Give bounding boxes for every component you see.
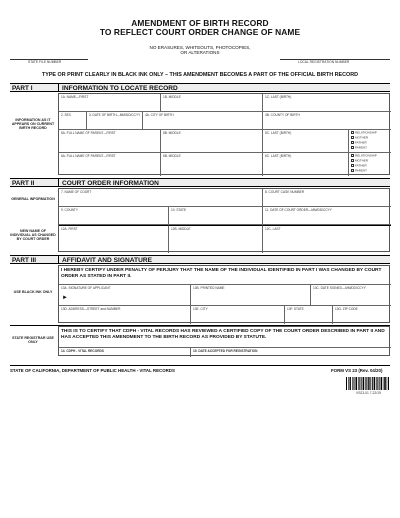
field-9-county[interactable]	[59, 207, 169, 225]
parent-option-2: PARENT	[355, 168, 367, 173]
field-12c-label: 12C. LAST	[265, 227, 281, 231]
field-12a-new-first[interactable]	[59, 225, 169, 253]
form-title-line1: AMENDMENT OF BIRTH RECORD	[131, 18, 269, 28]
field-5b-parent-middle[interactable]	[161, 130, 263, 153]
field-4a-city-of-birth[interactable]	[143, 112, 263, 130]
part1-title: INFORMATION TO LOCATE RECORD	[62, 85, 178, 92]
mother-option-2: MOTHER	[355, 158, 368, 163]
field-1b-middle-name[interactable]	[161, 94, 263, 112]
field-6b-parent-middle[interactable]	[161, 153, 263, 176]
mother-option: MOTHER	[355, 135, 368, 140]
field-14-cdph[interactable]	[59, 347, 191, 357]
field-7-name-of-court[interactable]	[59, 189, 263, 207]
field-9-label: 9. COUNTY	[61, 208, 79, 212]
footer-agency: STATE OF CALIFORNIA, DEPARTMENT OF PUBLIC HEALTH - VITAL RECORDS	[10, 368, 175, 373]
field-10-label: 10. STATE	[171, 208, 187, 212]
relationship-5d	[349, 130, 391, 153]
field-13c-date-signed[interactable]	[311, 284, 391, 306]
field-4b-label: 4B. COUNTY OF BIRTH	[265, 113, 300, 117]
registrar-statement: THIS IS TO CERTIFY THAT CDPH - VITAL RECORDS HAS REVIEWED A CERTIFIED COPY OF THE COURT ORDER DESCRIBED IN PART II AND HAS ACCEPTED THIS AMENDMENT TO THE BIRTH RECORD AS PROVIDED BY STATUTE.	[61, 329, 385, 340]
field-1c-label: 1C. LAST (BIRTH)	[265, 95, 292, 99]
part3-number: PART III	[12, 257, 37, 264]
field-13g-zip[interactable]	[333, 306, 391, 324]
relationship-label: RELATIONSHIP	[355, 130, 377, 135]
father-checkbox[interactable]	[351, 141, 354, 144]
field-2-label: 2. SEX	[61, 113, 71, 117]
footer-rule	[10, 365, 390, 366]
parent-option: PARENT	[355, 145, 367, 150]
field-12b-label: 12B. MIDDLE	[171, 227, 191, 231]
field-4a-label: 4A. CITY OF BIRTH	[145, 113, 174, 117]
relationship-label-2: RELATIONSHIP	[355, 153, 377, 158]
field-11-date-of-court-order[interactable]	[263, 207, 391, 225]
field-5c-parent-last[interactable]	[263, 130, 349, 153]
field-12b-new-middle[interactable]	[169, 225, 263, 253]
field-5b-label: 5B. MIDDLE	[163, 131, 181, 135]
field-3-label: 3. DATE OF BIRTH—MM/DD/CCYY	[89, 113, 141, 117]
father-option-2: FATHER	[355, 163, 367, 168]
field-13g-label: 13G. ZIP CODE	[335, 307, 358, 311]
field-13a-signature[interactable]	[59, 284, 191, 306]
part3-side-label: USE BLACK INK ONLY	[13, 290, 53, 294]
field-13f-label: 13F. STATE	[287, 307, 304, 311]
field-8-label: 8. COURT CASE NUMBER	[265, 190, 305, 194]
part2-header	[10, 178, 390, 187]
field-13c-label: 13C. DATE SIGNED—MM/DD/CCYY	[313, 286, 366, 290]
field-13e-label: 13E. CITY	[193, 307, 208, 311]
field-5a-label: 5A. FULL NAME OF PARENT—FIRST	[61, 131, 116, 135]
field-13d-address[interactable]	[59, 306, 191, 324]
footer-form-number: FORM VS 23 (Rev. 04/20)	[331, 368, 383, 373]
perjury-statement: I HEREBY CERTIFY UNDER PENALTY OF PERJURY THAT THE NAME OF THE INDIVIDUAL IDENTIFIED IN PART I WAS CHANGED BY COURT ORDER AS STATED IN PART II.	[61, 268, 382, 279]
field-1a-first-name[interactable]	[59, 94, 161, 112]
field-1a-label: 1A. NAME—FIRST	[61, 95, 89, 99]
relationship-6d	[349, 153, 391, 176]
signature-arrow-icon: ►	[62, 295, 68, 301]
part2-new-name-label: NEW NAME OF INDIVIDUAL AS CHANGED BY COURT ORDER	[10, 229, 56, 242]
field-7-label: 7. NAME OF COURT	[61, 190, 92, 194]
part1-header	[10, 83, 390, 92]
field-6a-parent-first[interactable]	[59, 153, 161, 176]
part1-side-label: INFORMATION AS IT APPEARS ON CURRENT BIRTH RECORD	[11, 118, 55, 131]
local-registration-number-label: LOCAL REGISTRATION NUMBER	[298, 60, 350, 64]
field-13b-label: 13B. PRINTED NAME	[193, 286, 225, 290]
part2-title: COURT ORDER INFORMATION	[62, 180, 159, 187]
registrar-grid	[58, 326, 390, 356]
state-file-number-label: STATE FILE NUMBER	[28, 60, 62, 64]
field-14-label: 14. CDPH - VITAL RECORDS	[61, 349, 104, 353]
field-1c-last-name[interactable]	[263, 94, 391, 112]
field-3-date-of-birth[interactable]	[87, 112, 143, 130]
field-13d-label: 13D. ADDRESS—STREET and NUMBER	[61, 307, 121, 311]
field-5c-label: 5C. LAST (BIRTH)	[265, 131, 292, 135]
part2-grid	[58, 188, 390, 252]
field-2-sex[interactable]	[59, 112, 87, 130]
field-13b-printed-name[interactable]	[191, 284, 311, 306]
form-title-line2: TO REFLECT COURT ORDER CHANGE OF NAME	[99, 27, 301, 37]
field-15-date-accepted[interactable]	[191, 347, 391, 357]
mother-checkbox[interactable]	[351, 136, 354, 139]
black-ink-notice: TYPE OR PRINT CLEARLY IN BLACK INK ONLY – THIS AMENDMENT BECOMES A PART OF THE OFFICIAL BIRTH RECORD	[41, 72, 359, 78]
mother-checkbox-2[interactable]	[351, 159, 354, 162]
part3-title: AFFIDAVIT AND SIGNATURE	[62, 257, 152, 264]
part3-grid	[58, 265, 390, 323]
form-note-line2: OR ALTERATIONS	[180, 50, 220, 55]
barcode-icon	[346, 377, 390, 390]
father-checkbox-2[interactable]	[351, 164, 354, 167]
field-13f-state[interactable]	[285, 306, 333, 324]
field-4b-county-of-birth[interactable]	[263, 112, 391, 130]
field-13e-city[interactable]	[191, 306, 285, 324]
parent-checkbox[interactable]	[351, 146, 354, 149]
father-option: FATHER	[355, 140, 367, 145]
field-13a-label: 13A. SIGNATURE OF APPLICANT	[61, 286, 111, 290]
field-8-court-case-number[interactable]	[263, 189, 391, 207]
field-1b-label: 1B. MIDDLE	[163, 95, 181, 99]
registrar-side-label: STATE REGISTRAR USE ONLY	[12, 336, 54, 345]
field-12c-new-last[interactable]	[263, 225, 391, 253]
relationship-checkbox[interactable]	[351, 131, 354, 134]
part2-general-label: GENERAL INFORMATION	[11, 197, 55, 201]
field-6a-label: 6A. FULL NAME OF PARENT—FIRST	[61, 154, 116, 158]
parent-checkbox-2[interactable]	[351, 169, 354, 172]
field-5a-parent-first[interactable]	[59, 130, 161, 153]
part2-number: PART II	[12, 180, 35, 187]
part1-number: PART I	[12, 85, 33, 92]
field-6c-parent-last[interactable]	[263, 153, 349, 176]
field-11-label: 11. DATE OF COURT ORDER—MM/DD/CCYY	[265, 208, 332, 212]
field-6b-label: 6B. MIDDLE	[163, 154, 181, 158]
part3-header	[10, 255, 390, 264]
field-12a-label: 12A. FIRST	[61, 227, 78, 231]
field-15-label: 15. DATE ACCEPTED FOR REGISTRATION	[193, 349, 258, 353]
field-6c-label: 6C. LAST (BIRTH)	[265, 154, 292, 158]
barcode-text: VS23-01 7-22/19	[356, 391, 381, 395]
part1-grid	[58, 93, 390, 175]
form-note-line1: NO ERASURES, WHITEOUTS, PHOTOCOPIES,	[149, 45, 251, 50]
field-10-state[interactable]	[169, 207, 263, 225]
relationship-checkbox-2[interactable]	[351, 154, 354, 157]
